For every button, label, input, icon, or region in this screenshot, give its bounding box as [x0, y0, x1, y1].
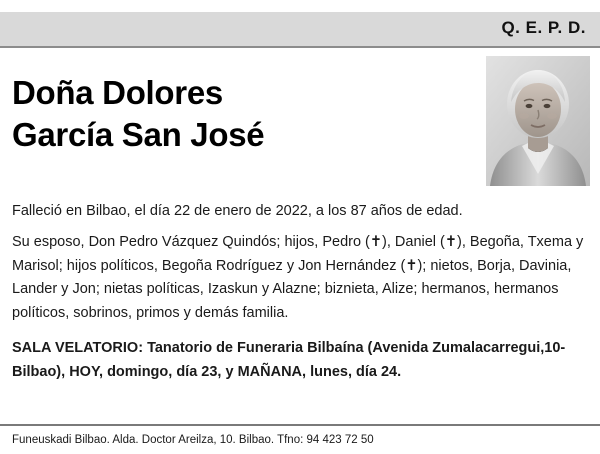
deceased-name-line-1: Doña Dolores: [12, 74, 223, 111]
notice-body: [12, 200, 587, 384]
deceased-name-line-2: García San José: [12, 115, 265, 153]
qepd-label: Q. E. P. D.: [501, 18, 586, 37]
portrait-photo: [486, 56, 590, 186]
wake-info-text: SALA VELATORIO: Tanatorio de Funeraria Bilbaína (Avenida Zumalacarregui,10-Bilbao), HOY, domingo, día 23, y MAÑANA, lunes, día 24.: [12, 340, 566, 380]
death-notice-text: Falleció en Bilbao, el día 22 de enero de 2022, a los 87 años de edad.: [12, 203, 463, 219]
footer-divider: [0, 424, 600, 426]
header-divider: [0, 46, 600, 48]
deceased-name: [12, 72, 452, 155]
funeral-home-info: Funeuskadi Bilbao. Alda. Doctor Areilza, 10. Bilbao. Tfno: 94 423 72 50: [12, 434, 374, 446]
family-list-text: Su esposo, Don Pedro Vázquez Quindós; hijos, Pedro (✝), Daniel (✝), Begoña, Txema y Marisol; hijos políticos, Begoña Rodríguez y Jon Hernández (✝); nietos, Borja, Davinia, Lander y Jon; nietas políticas, Izaskun y Alazne; biznieta, Alize; hermanos, hermanos políticos, sobrinos, primos y demás familia.: [12, 234, 584, 321]
